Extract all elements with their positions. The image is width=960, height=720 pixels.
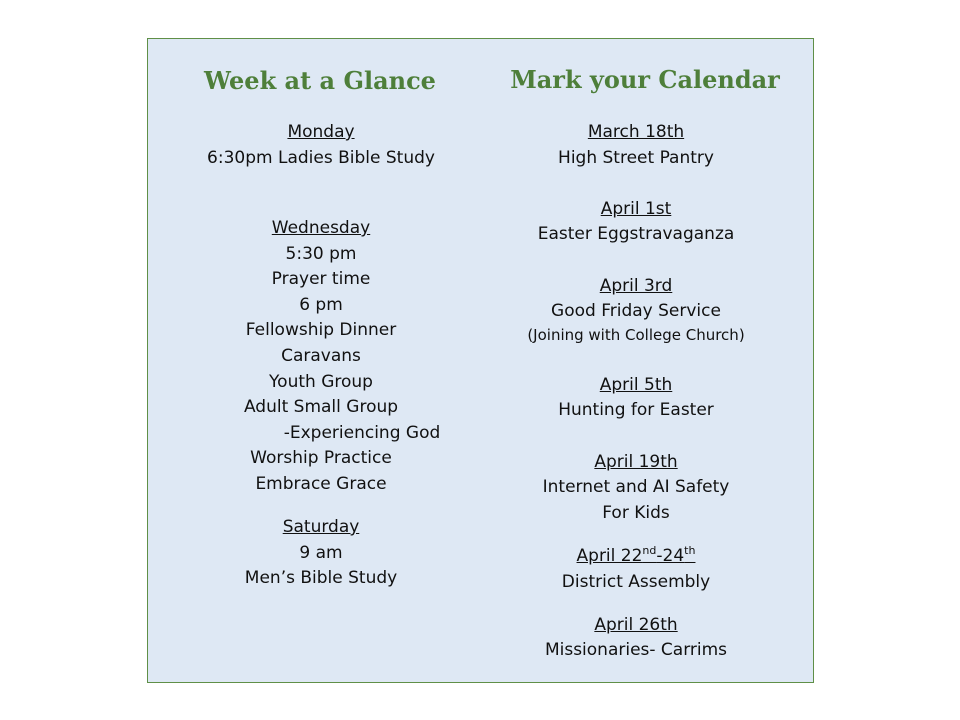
monday-event: 6:30pm Ladies Bible Study [207, 148, 435, 168]
wednesday-line: Worship Practice [250, 448, 392, 468]
week-heading: Week at a Glance [204, 66, 436, 95]
event-date-end: -24 [656, 546, 685, 566]
wednesday-line: 5:30 pm [285, 244, 357, 264]
event-desc: Missionaries- Carrims [544, 640, 728, 660]
event-desc: Easter Eggstravaganza [537, 224, 735, 244]
saturday-line: Men’s Bible Study [244, 568, 398, 588]
wednesday-line: -Experiencing God [283, 423, 441, 443]
event-desc: Internet and AI Safety [542, 477, 730, 497]
wednesday-line: Youth Group [269, 372, 373, 392]
event-date: March 18th [587, 122, 685, 142]
wednesday-line: Adult Small Group [243, 397, 399, 417]
event-desc: District Assembly [561, 572, 711, 592]
wednesday-label: Wednesday [271, 218, 371, 238]
event-date-suffix: nd [642, 544, 657, 557]
event-date-start: April 22 [576, 546, 643, 566]
saturday-label: Saturday [282, 517, 360, 537]
event-desc: For Kids [602, 503, 670, 523]
wednesday-line: Prayer time [271, 269, 371, 289]
event-date: April 26th [594, 615, 678, 635]
saturday-line: 9 am [299, 543, 343, 563]
wednesday-line: Fellowship Dinner [245, 320, 397, 340]
calendar-heading: Mark your Calendar [510, 65, 780, 94]
wednesday-line: 6 pm [299, 295, 343, 315]
event-date: April 19th [594, 452, 678, 472]
event-date: April 5th [599, 375, 673, 395]
event-note: (Joining with College Church) [527, 326, 745, 344]
event-desc: Good Friday Service [551, 301, 721, 321]
event-desc: High Street Pantry [558, 148, 714, 168]
wednesday-line: Embrace Grace [255, 474, 387, 494]
wednesday-line: Caravans [281, 346, 361, 366]
event-date-suffix: th [684, 544, 696, 557]
event-date: April 1st [600, 199, 672, 219]
event-desc: Hunting for Easter [558, 400, 714, 420]
monday-label: Monday [287, 122, 355, 142]
event-date: April 3rd [599, 276, 673, 296]
event-date-range [577, 546, 696, 566]
